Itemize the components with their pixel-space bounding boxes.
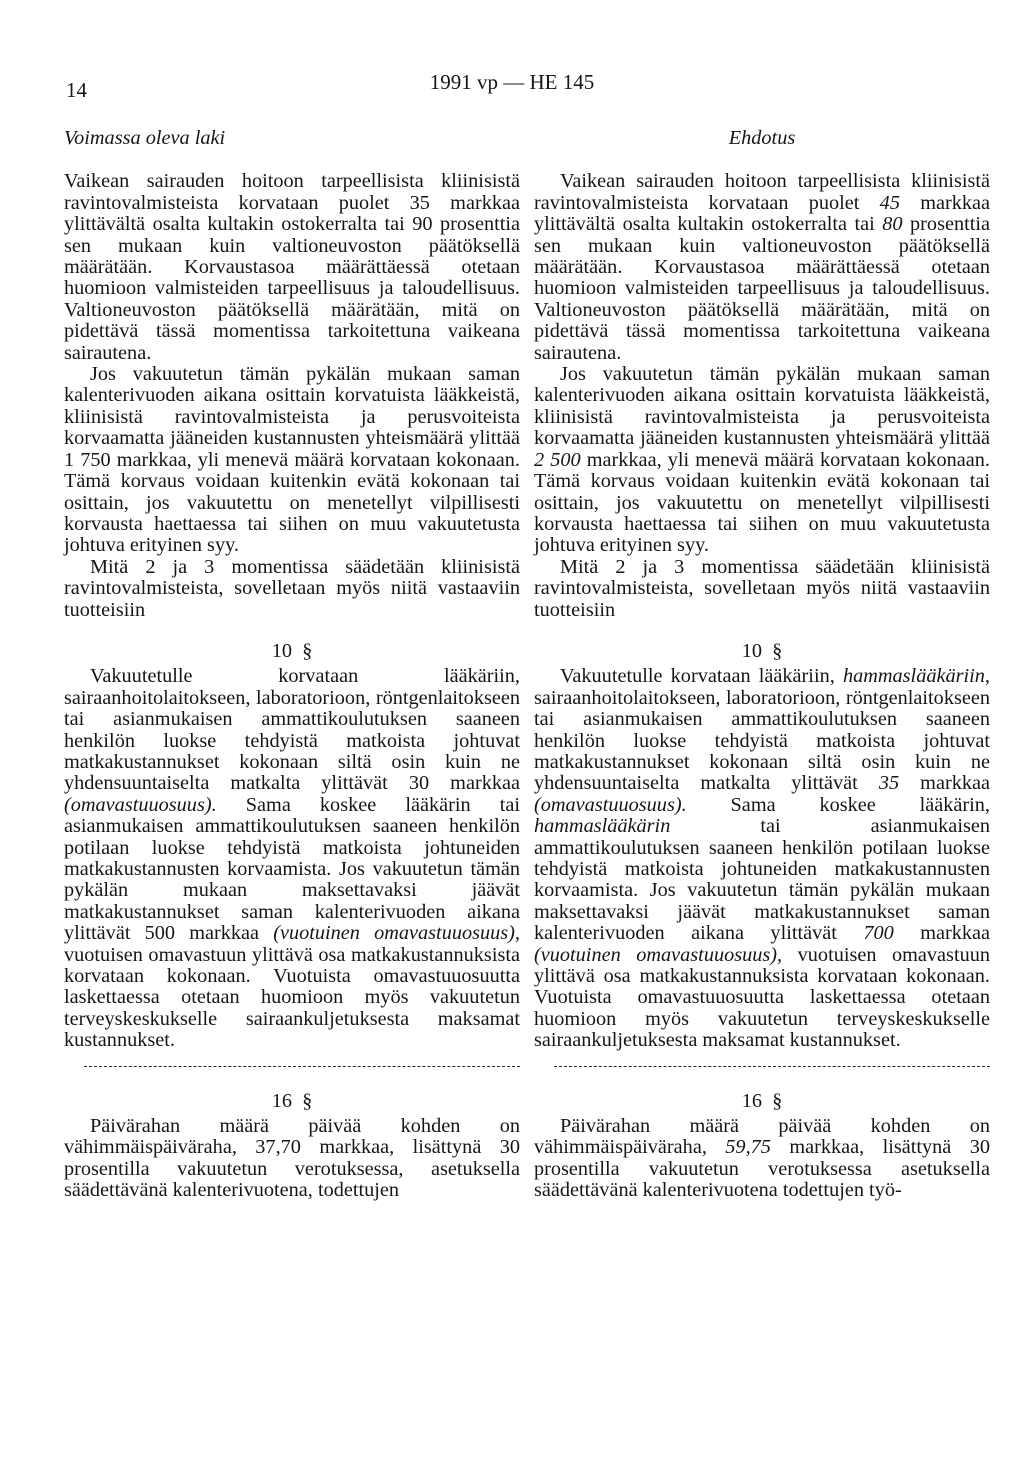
current-law-column — [64, 128, 520, 1202]
proposal-column — [534, 128, 990, 1202]
proposal-title: Ehdotus — [728, 127, 796, 149]
page-number: 14 — [66, 78, 87, 102]
text-run: Vakuutetulle korvataan lääkäriin, sairaanhoitolaitokseen, laboratorioon, röntgenlaitokseen tai asianmukaisen ammattikoulutuksen saaneen henkilön luokse tehdyistä matkoista johtuvat matkakustannukset kokonaan siltä osin kuin ne yhdensuuntaiselta matkalta ylittävät 30 markkaa — [64, 665, 520, 795]
section-sign-icon: § — [772, 639, 783, 662]
section-sign-icon: § — [302, 639, 313, 662]
italic-term: (omavastuuosuus). — [534, 793, 687, 816]
section-number: 10 — [741, 639, 763, 662]
current-law-paragraph-1: Vaikean sairauden hoitoon tarpeellisista kliinisistä ravintovalmisteista korvataan puolet 35 markkaa ylittävältä osalta kultakin ostokerralta tai 90 prosenttia sen mukaan kuin valtioneuvoston päätöksellä määrätään. Korvaustasoa määrättäessä otetaan huomioon valmisteiden tarpeellisuus ja taloudellisuus. Valtioneuvoston päätöksellä määrätään, mitä on pidettävä tässä momentissa tarkoitettuna vaikeana sairautena. — [64, 170, 520, 364]
omission-divider — [84, 1066, 520, 1067]
text-run: markkaa, yli menevä määrä korvataan kokonaan. Tämä korvaus voidaan kuitenkin evätä kokonaan tai osittain, jos vakuutettu on menetellyt vilpillisesti korvausta haettaessa tai siihen on muu vakuutetusta johtuva erityinen syy. — [534, 448, 990, 557]
italic-term: (omavastuuosuus). — [64, 793, 217, 816]
italic-term: 2 500 — [534, 448, 581, 471]
text-run: Vakuutetulle korvataan lääkäriin, — [560, 665, 835, 688]
running-head: 1991 vp — HE 145 — [429, 70, 595, 94]
section-number: 10 — [271, 639, 293, 662]
current-law-section-16-text: Päivärahan määrä päivää kohden on vähimmäispäiväraha, 37,70 markkaa, lisättynä 30 prosentilla vakuutetun verotuksessa, asetuksella säädettävänä kalenterivuotena, todettujen — [64, 1115, 520, 1202]
current-law-paragraph-2: Jos vakuutetun tämän pykälän mukaan saman kalenterivuoden aikana osittain korvatuista lääkkeistä, kliinisistä ravintovalmisteista ja perusvoiteista korvaamatta jääneiden kustannusten yhteismäärä ylittää 1 750 markkaa, yli menevä määrä korvataan kokonaan. Tämä korvaus voidaan kuitenkin evätä kokonaan tai osittain, jos vakuutettu on menetellyt vilpillisesti korvausta haettaessa tai siihen on muu vakuutetusta johtuva erityinen syy. — [64, 363, 520, 557]
italic-term: 59,75 — [725, 1136, 771, 1159]
text-run: Vaikean sairauden hoitoon tarpeellisista kliinisistä ravintovalmisteista korvataan puolet — [534, 170, 990, 214]
section-heading-10 — [534, 641, 990, 662]
text-run: markkaa — [920, 772, 990, 795]
text-run: markkaa — [920, 922, 991, 945]
section-heading-16 — [534, 1091, 990, 1112]
italic-term: 45 — [879, 191, 900, 214]
section-number: 16 — [741, 1089, 763, 1112]
text-run: Sama koskee lääkärin, — [730, 793, 990, 816]
section-heading-16 — [64, 1091, 520, 1112]
text-run: tai asianmukaisen ammattikoulutuksen saaneen henkilön potilaan luokse tehdyistä matkoista johtuneiden matkakustannusten korvaamista. Jos vakuutetun tämän pykälän mukaan maksettavaksi jäävät matkakustannukset saman kalenterivuoden aikana ylittävät — [534, 815, 990, 945]
proposal-paragraph-1 — [534, 171, 990, 364]
text-run: vuotuisen omavastuun ylittävä osa matkakustannuksista korvataan kokonaan. Vuotuista omavastuuosuutta laskettaessa otetaan huomioon myös vakuutetun terveyskeskukselle sairaankuljetuksesta maksamat kustannukset. — [534, 943, 991, 1052]
proposal-paragraph-2 — [534, 364, 990, 557]
proposal-section-10-text — [534, 666, 990, 1051]
italic-term: (vuotuinen omavastuuosuus), — [273, 922, 521, 945]
text-run: sairaanhoitolaitokseen, laboratorioon, röntgenlaitokseen tai asianmukaisen ammattikoulutuksen saaneen henkilön luokse tehdyistä matkoista johtuvat matkakustannukset kokonaan siltä osin kuin ne yhdensuuntaiselta matkalta ylittävät — [534, 686, 990, 795]
section-sign-icon: § — [772, 1089, 783, 1112]
omission-divider — [554, 1066, 990, 1067]
text-run: prosenttia sen mukaan kuin valtioneuvoston päätöksellä määrätään. Korvaustasoa määrättäessä otetaan huomioon valmisteiden tarpeellisuus ja taloudellisuus. Valtioneuvoston päätöksellä määrätään, mitä on pidettävä tässä momentissa tarkoitettuna vaikeana sairautena. — [534, 213, 991, 364]
text-run: vuotuisen omavastuun ylittävä osa matkakustannuksista korvataan kokonaan. Vuotuista omavastuuosuutta laskettaessa otetaan huomioon myös vakuutetun terveyskeskukselle sairaankuljetuksesta maksamat kustannukset. — [64, 943, 520, 1052]
text-run: Päivärahan määrä päivää kohden on vähimmäispäiväraha, — [534, 1115, 990, 1159]
section-sign-icon: § — [302, 1089, 313, 1112]
section-number: 16 — [271, 1089, 293, 1112]
italic-term: 80 — [882, 213, 903, 236]
text-run: markkaa ylittävältä osalta kultakin ostokerralta tai — [534, 191, 991, 236]
text-run: markkaa, lisättynä 30 prosentilla vakuutetun verotuksessa asetuksella säädettävänä kalenterivuotena todettujen työ- — [534, 1136, 990, 1202]
proposal-section-16-text — [534, 1116, 990, 1202]
italic-term: hammaslääkäriin, — [842, 665, 990, 688]
italic-term: (vuotuinen omavastuuosuus), — [534, 943, 783, 966]
proposal-paragraph-3: Mitä 2 ja 3 momentissa säädetään kliinisistä ravintovalmisteista, sovelletaan myös niitä vastaaviin tuotteisiin — [534, 555, 990, 621]
current-law-title: Voimassa oleva laki — [64, 127, 226, 149]
text-run: Jos vakuutetun tämän pykälän mukaan saman kalenterivuoden aikana osittain korvatuista lääkkeistä, kliinisistä ravintovalmisteista ja perusvoiteista korvaamatta jääneiden kustannusten yhteismäärä ylittää — [534, 363, 990, 450]
italic-term: 700 — [863, 922, 894, 945]
italic-term: hammaslääkärin — [534, 815, 671, 838]
text-run: Sama koskee lääkärin tai asianmukaisen ammattikoulutuksen saaneen henkilön potilaan luokse tehdyistä matkoista johtuneiden matkakustannusten korvaamista. Jos vakuutetun tämän pykälän mukaan maksettavaksi jäävät matkakustannukset saman kalenterivuoden aikana ylittävät 500 markkaa — [64, 793, 520, 945]
section-heading-10 — [64, 641, 520, 662]
current-law-paragraph-3: Mitä 2 ja 3 momentissa säädetään kliinisistä ravintovalmisteista, sovelletaan myös niitä vastaaviin tuotteisiin — [64, 555, 520, 621]
current-law-section-10-text — [64, 666, 520, 1051]
italic-term: 35 — [878, 772, 900, 795]
